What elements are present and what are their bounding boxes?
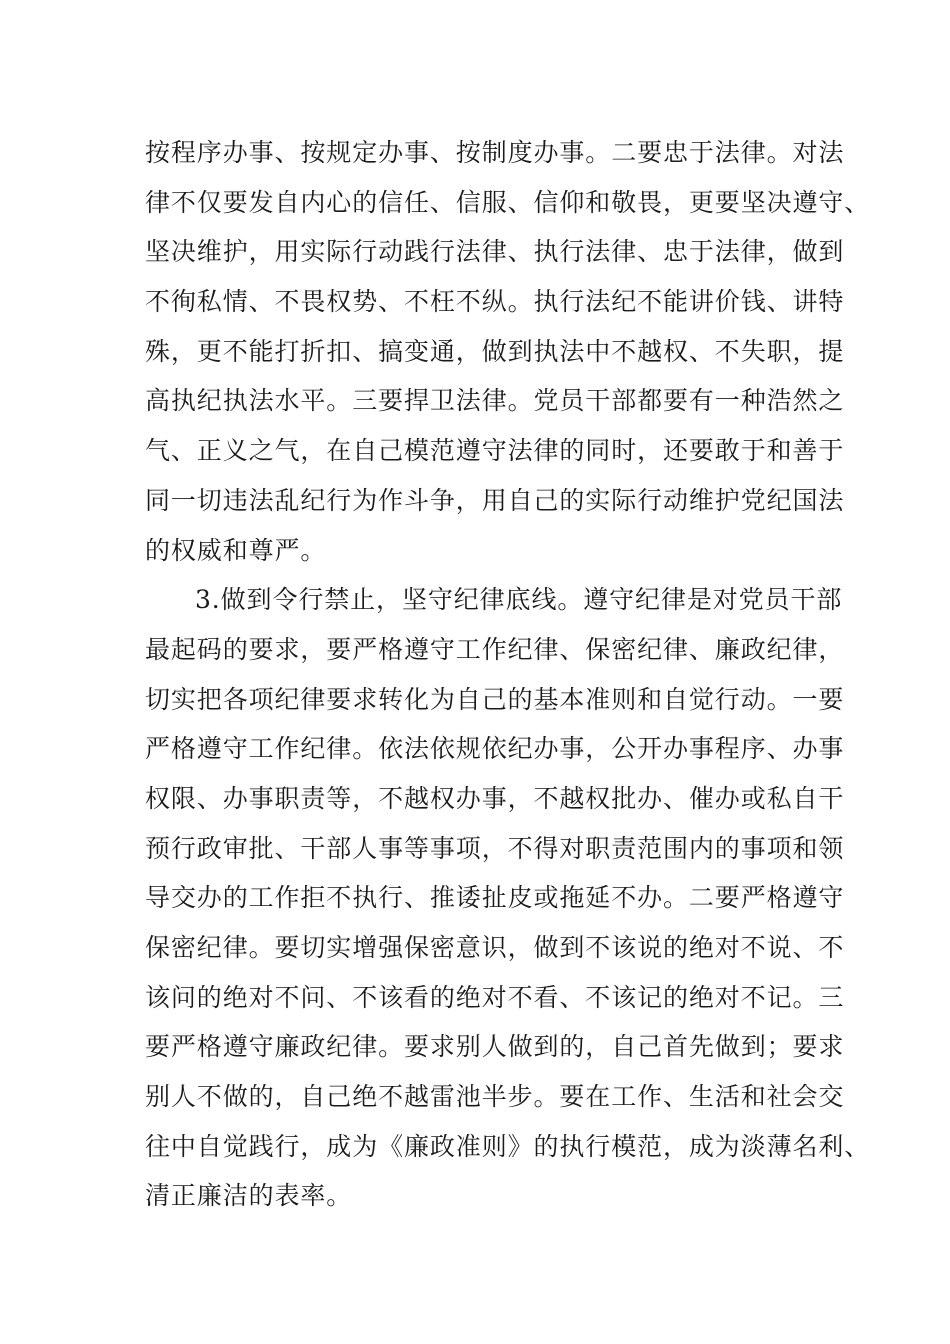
text-line: 严格遵守工作纪律。依法依规依纪办事，公开办事程序、办事: [145, 734, 845, 764]
text-line: 同一切违法乱纪行为作斗争，用自己的实际行动维护党纪国法: [145, 485, 845, 515]
text-line: 坚决维护，用实际行动践行法律、执行法律、忠于法律，做到: [145, 237, 845, 267]
text-line: 最起码的要求，要严格遵守工作纪律、保密纪律、廉政纪律，: [145, 634, 845, 664]
text-line: 切实把各项纪律要求转化为自己的基本准则和自觉行动。一要: [145, 684, 845, 714]
text-line: 气、正义之气，在自己模范遵守法律的同时，还要敢于和善于: [145, 436, 845, 466]
text-line: 按程序办事、按规定办事、按制度办事。二要忠于法律。对法: [145, 138, 845, 167]
text-line: 预行政审批、干部人事等事项，不得对职责范围内的事项和领: [145, 833, 845, 863]
text-line: 不徇私情、不畏权势、不枉不纵。执行法纪不能讲价钱、讲特: [145, 287, 845, 317]
text-line: 律不仅要发自内心的信任、信服、信仰和敬畏，更要坚决遵守、: [145, 187, 871, 217]
text-line: 往中自觉践行，成为《廉政准则》的执行模范，成为淡薄名利、: [145, 1131, 871, 1161]
body-text: [145, 128, 871, 1221]
text-line: 别人不做的，自己绝不越雷池半步。要在工作、生活和社会交: [145, 1082, 845, 1112]
text-line: 导交办的工作拒不执行、推诿扯皮或拖延不办。二要严格遵守: [145, 883, 845, 913]
text-line: 该问的绝对不问、不该看的绝对不看、不该记的绝对不记。三: [145, 982, 845, 1012]
text-line: 权限、办事职责等，不越权办事，不越权批办、催办或私自干: [145, 783, 845, 813]
text-line: 保密纪律。要切实增强保密意识，做到不该说的绝对不说、不: [145, 933, 845, 962]
text-line: 殊，更不能打折扣、搞变通，做到执法中不越权、不失职，提: [145, 336, 845, 366]
text-line: 清正廉洁的表率。: [145, 1181, 353, 1211]
text-line: 的权威和尊严。: [145, 535, 327, 565]
section-heading-line: 3.做到令行禁止，坚守纪律底线。遵守纪律是对党员干部: [195, 585, 843, 615]
text-line: 要严格遵守廉政纪律。要求别人做到的，自己首先做到；要求: [145, 1032, 845, 1062]
text-line: 高执纪执法水平。三要捍卫法律。党员干部都要有一种浩然之: [145, 386, 845, 416]
